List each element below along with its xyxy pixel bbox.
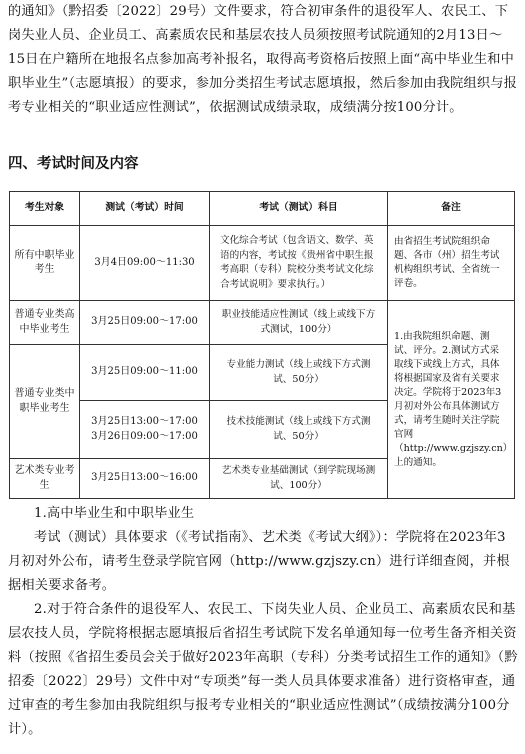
header-time: 测试（考试）时间 [80,192,210,226]
cell-subject: 文化综合考试（包含语文、数学、英语的内容，考试按《贵州省中职生报考高职（专科）院校分类考试文化综合考试说明》要求执行。） [210,226,388,301]
table-row [10,226,515,301]
cell-time [80,401,210,459]
cell-time: 3月25日09:00～17:00 [80,301,210,345]
cell-subject: 艺术类专业基础测试（到学院现场测试、100分） [210,459,388,499]
section-heading: 四、考试时间及内容 [8,156,139,172]
table-header-row [10,192,515,226]
schedule-table [9,191,515,499]
cell-target: 艺术类专业考生 [10,459,80,499]
cell-time-line: 3月26日09:00～17:00 [91,430,198,442]
intro-paragraph: 的通知》（黔招委〔2022〕29号）文件要求，符合初审条件的退役军人、农民工、下岗失业人员、企业员工、高素质农民和基层农技人员须按照考试院通知的2月13日～15日在户籍所在地报名点参加高考补报名，取得高考资格后按照上面“高中毕业生和中职毕业生”（志愿填报）的要求，参加分类招生考试志愿填报，然后参加由我院组织与报考专业相关的“职业适应性测试”，依据测试成绩录取，成绩满分按100分计。 [8,4,518,115]
item1-body: 考试（测试）具体要求（《考试指南》、艺术类《考试大纲》）：学院将在2023年3月初对外公布，请考生登录学院官网（http://www.gzjszy.cn）进行详细查阅，并根据相关要求备考。 [8,530,510,593]
cell-target: 所有中职毕业考生 [10,226,80,301]
cell-subject: 职业技能适应性测试（线上或线下方式测试，100分） [210,301,388,345]
header-target: 考生对象 [10,192,80,226]
table-row [10,301,515,345]
cell-target: 普通专业类中职毕业考生 [10,345,80,459]
cell-time: 3月25日09:00～11:00 [80,345,210,401]
cell-subject: 专业能力测试（线上或线下方式测试、50分） [210,345,388,401]
cell-time: 3月4日09:00～11:30 [80,226,210,301]
header-subject: 考试（测试）科目 [210,192,388,226]
cell-time-line: 3月25日13:00～17:00 [91,416,198,427]
cell-subject: 技术技能测试（线上或线下方式测试、50分） [210,401,388,459]
cell-note: 1.由我院组织命题、测试、评分。2.测试方式采取线下或线上方式，具体将根据国家及省有关要求决定。学院将于2023年3月初对外公布具体测试方式，请考生随时关注学院官网（http://www.gzjszy.cn）上的通知。 [388,301,515,499]
header-note: 备注 [388,192,515,226]
section2 [8,502,518,742]
cell-time: 3月25日13:00～16:00 [80,459,210,499]
cell-note: 由省招生考试院组织命题、各市（州）招生考试机构组织考试、全省统一评卷。 [388,226,515,301]
cell-target: 普通专业类高中毕业考生 [10,301,80,345]
item2-body: 2.对于符合条件的退役军人、农民工、下岗失业人员、企业员工、高素质农民和基层农技人员，学院将根据志愿填报后省招生考试院下发名单通知每一位考生备齐相关资料（按照《省招生委员会关于做好2023年高职（专科）分类考试招生工作的通知》（黔招委〔2022〕29号）文件中对“专项类”每一类人员具体要求准备）进行资格审查，通过审查的考生参加由我院组织与报考专业相关的“职业适应性测试”（成绩按满分100分计）。 [8,602,518,737]
item1-title: 1.高中毕业生和中职毕业生 [34,506,195,521]
